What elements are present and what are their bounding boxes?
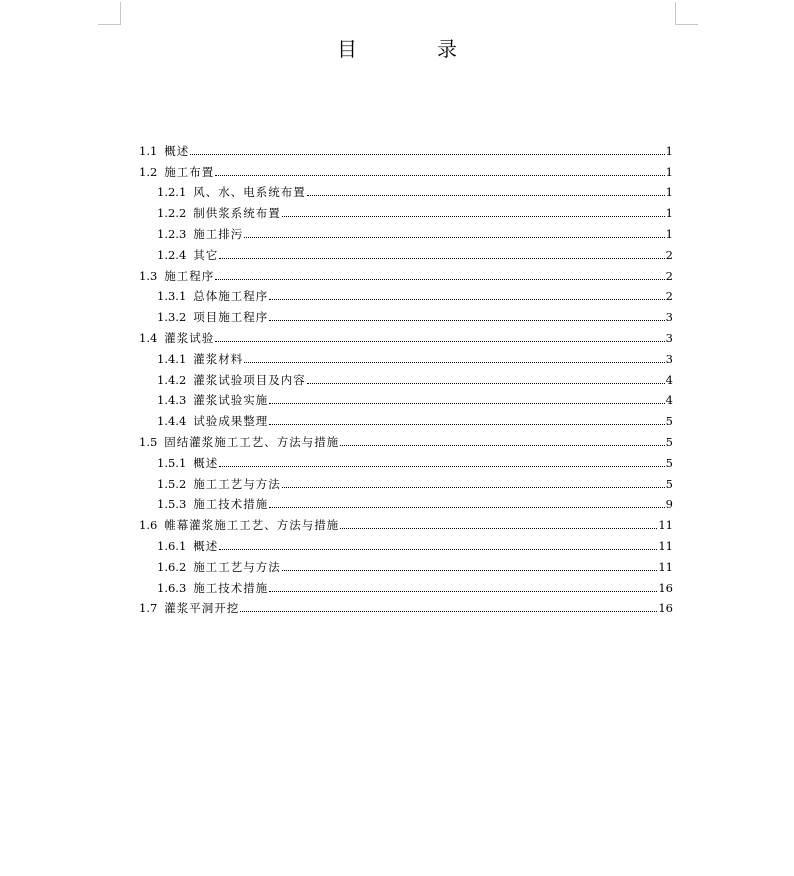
toc-dot-leader bbox=[215, 278, 664, 280]
toc-entry-title: 制供浆系统布置 bbox=[193, 206, 281, 221]
toc-entry-title: 施工工艺与方法 bbox=[193, 476, 281, 491]
toc-dot-leader bbox=[244, 236, 664, 238]
toc-entry-number: 1.3.1 bbox=[157, 289, 187, 304]
table-of-contents bbox=[139, 137, 673, 615]
toc-entry[interactable] bbox=[139, 470, 673, 491]
toc-entry-page-number: 5 bbox=[665, 476, 673, 491]
toc-dot-leader bbox=[282, 569, 658, 571]
toc-entry-number: 1.4 bbox=[139, 330, 158, 345]
toc-entry-title: 其它 bbox=[193, 247, 219, 262]
toc-entry[interactable] bbox=[139, 387, 673, 408]
toc-entry[interactable] bbox=[139, 324, 673, 345]
toc-entry-title: 施工程序 bbox=[164, 268, 215, 283]
toc-entry-title: 灌浆试验项目及内容 bbox=[193, 372, 306, 387]
toc-entry[interactable] bbox=[139, 199, 673, 220]
toc-entry[interactable] bbox=[139, 283, 673, 304]
toc-dot-leader bbox=[307, 382, 665, 384]
toc-dot-leader bbox=[215, 174, 664, 176]
toc-entry-title: 项目施工程序 bbox=[193, 310, 269, 325]
toc-entry-number: 1.2.4 bbox=[157, 247, 187, 262]
toc-entry[interactable] bbox=[139, 553, 673, 574]
toc-entry-page-number: 1 bbox=[665, 206, 673, 221]
toc-entry-page-number: 2 bbox=[665, 289, 673, 304]
toc-entry-title: 帷幕灌浆施工工艺、方法与措施 bbox=[164, 518, 340, 533]
toc-dot-leader bbox=[269, 319, 664, 321]
toc-dot-leader bbox=[307, 194, 665, 196]
toc-dot-leader bbox=[282, 215, 665, 217]
toc-entry-number: 1.5.2 bbox=[157, 476, 187, 491]
toc-entry-page-number: 4 bbox=[665, 393, 673, 408]
toc-entry-page-number: 11 bbox=[658, 538, 673, 553]
toc-dot-leader bbox=[215, 340, 664, 342]
toc-dot-leader bbox=[282, 486, 665, 488]
toc-entry[interactable] bbox=[139, 303, 673, 324]
toc-dot-leader bbox=[269, 298, 664, 300]
toc-entry-number: 1.3.2 bbox=[157, 310, 187, 325]
toc-entry-number: 1.6 bbox=[139, 518, 158, 533]
toc-entry-page-number: 3 bbox=[665, 330, 673, 345]
toc-entry-title: 试验成果整理 bbox=[193, 414, 269, 429]
toc-entry[interactable] bbox=[139, 345, 673, 366]
toc-entry-title: 灌浆试验 bbox=[164, 330, 215, 345]
toc-entry[interactable] bbox=[139, 532, 673, 553]
toc-dot-leader bbox=[219, 548, 657, 550]
toc-entry-title: 概述 bbox=[193, 455, 219, 470]
toc-entry[interactable] bbox=[139, 158, 673, 179]
toc-entry[interactable] bbox=[139, 491, 673, 512]
toc-entry[interactable] bbox=[139, 428, 673, 449]
toc-entry-number: 1.5.3 bbox=[157, 497, 187, 512]
toc-entry-number: 1.4.4 bbox=[157, 414, 187, 429]
toc-entry-title: 施工技术措施 bbox=[193, 497, 269, 512]
toc-entry[interactable] bbox=[139, 449, 673, 470]
toc-entry-title: 施工排污 bbox=[193, 226, 244, 241]
toc-entry-page-number: 11 bbox=[658, 559, 673, 574]
crop-mark-top-right bbox=[675, 2, 698, 25]
toc-entry-page-number: 2 bbox=[665, 268, 673, 283]
toc-entry-number: 1.4.2 bbox=[157, 372, 187, 387]
toc-entry-title: 概述 bbox=[193, 538, 219, 553]
toc-entry-title: 施工工艺与方法 bbox=[193, 559, 281, 574]
toc-entry-number: 1.4.3 bbox=[157, 393, 187, 408]
toc-entry-page-number: 11 bbox=[658, 518, 673, 533]
toc-dot-leader bbox=[219, 257, 664, 259]
toc-entry-title: 灌浆试验实施 bbox=[193, 393, 269, 408]
toc-entry-page-number: 9 bbox=[665, 497, 673, 512]
toc-entry-number: 1.6.2 bbox=[157, 559, 187, 574]
toc-entry-page-number: 4 bbox=[665, 372, 673, 387]
toc-entry[interactable] bbox=[139, 241, 673, 262]
toc-dot-leader bbox=[244, 361, 664, 363]
toc-entry[interactable] bbox=[139, 220, 673, 241]
toc-entry-page-number: 16 bbox=[658, 580, 673, 595]
crop-mark-top-left bbox=[98, 2, 121, 25]
toc-entry-number: 1.2.3 bbox=[157, 226, 187, 241]
toc-entry[interactable] bbox=[139, 137, 673, 158]
toc-entry[interactable] bbox=[139, 574, 673, 595]
toc-entry-title: 固结灌浆施工工艺、方法与措施 bbox=[164, 434, 340, 449]
toc-entry-number: 1.2.2 bbox=[157, 206, 187, 221]
toc-entry-number: 1.1 bbox=[139, 143, 158, 158]
toc-entry-title: 灌浆平洞开挖 bbox=[164, 601, 240, 616]
toc-entry-page-number: 16 bbox=[658, 601, 673, 616]
toc-dot-leader bbox=[269, 423, 664, 425]
toc-entry-number: 1.4.1 bbox=[157, 351, 187, 366]
toc-entry-page-number: 5 bbox=[665, 414, 673, 429]
toc-entry-title: 总体施工程序 bbox=[193, 289, 269, 304]
toc-dot-leader bbox=[340, 527, 657, 529]
toc-dot-leader bbox=[219, 465, 664, 467]
toc-entry-page-number: 3 bbox=[665, 351, 673, 366]
toc-dot-leader bbox=[269, 590, 657, 592]
toc-entry-page-number: 2 bbox=[665, 247, 673, 262]
toc-entry-number: 1.6.1 bbox=[157, 538, 187, 553]
toc-dot-leader bbox=[340, 444, 664, 446]
toc-entry-number: 1.6.3 bbox=[157, 580, 187, 595]
toc-entry[interactable] bbox=[139, 179, 673, 200]
toc-entry[interactable] bbox=[139, 366, 673, 387]
toc-entry-title: 施工布置 bbox=[164, 164, 215, 179]
toc-entry-title: 灌浆材料 bbox=[193, 351, 244, 366]
toc-dot-leader bbox=[269, 402, 664, 404]
toc-entry-page-number: 1 bbox=[665, 143, 673, 158]
toc-entry-page-number: 1 bbox=[665, 164, 673, 179]
toc-entry-page-number: 5 bbox=[665, 455, 673, 470]
toc-dot-leader bbox=[240, 610, 657, 612]
toc-entry-title: 风、水、电系统布置 bbox=[193, 185, 306, 200]
toc-entry-page-number: 3 bbox=[665, 310, 673, 325]
toc-entry-page-number: 1 bbox=[665, 226, 673, 241]
toc-entry-number: 1.7 bbox=[139, 601, 158, 616]
toc-entry-number: 1.5 bbox=[139, 434, 158, 449]
toc-entry[interactable] bbox=[139, 595, 673, 616]
toc-entry[interactable] bbox=[139, 511, 673, 532]
toc-entry[interactable] bbox=[139, 407, 673, 428]
toc-entry-page-number: 5 bbox=[665, 434, 673, 449]
toc-entry-page-number: 1 bbox=[665, 185, 673, 200]
toc-entry-number: 1.3 bbox=[139, 268, 158, 283]
toc-entry-number: 1.5.1 bbox=[157, 455, 187, 470]
toc-entry[interactable] bbox=[139, 262, 673, 283]
toc-dot-leader bbox=[190, 153, 664, 155]
toc-dot-leader bbox=[269, 506, 664, 508]
toc-entry-number: 1.2 bbox=[139, 164, 158, 179]
toc-entry-title: 概述 bbox=[164, 143, 190, 158]
page-title: 目 录 bbox=[337, 37, 487, 61]
toc-entry-title: 施工技术措施 bbox=[193, 580, 269, 595]
toc-entry-number: 1.2.1 bbox=[157, 185, 187, 200]
